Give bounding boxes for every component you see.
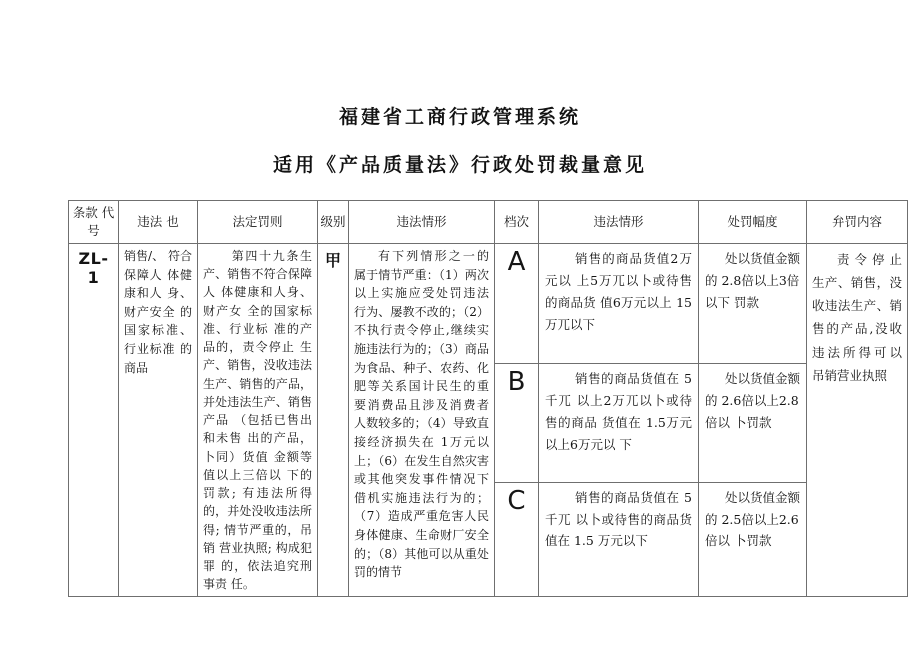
additional-penalty-cell: 责令停止 生产、销售，没 收违法生产、销 售的产品,没收 违法所得可以 吊销营业执照 (807, 244, 908, 597)
penalty-discretion-table (68, 200, 908, 597)
grade-c-penalty: 处以货值金额的 2.5倍以上2.6倍以 卜罚款 (699, 482, 807, 597)
table-row-grade-a (69, 244, 908, 364)
header-grade: 档次 (495, 201, 539, 244)
circumstances-cell: 有下列情形之一的 属于情节严重：（1）两次 以上实施应受处罚违法 行为、屡教不改的；（2） 不执行责令停止,继续实 施违法行为的；（3）商品 为食品、种子、农药、化肥等关系国计民生的重 要消费品且涉及消费者 人数较多的；（4）导致直 接经济损失在 1万元以 上；（6）在发生自然灾害 或其他突发事件情况下 借机实施违法行为的；（7）造成严重危害人民 身体健康、生命财厂安全 的；（8）其他可以从重处 罚的情节 (349, 244, 495, 597)
header-violation: 违法 也 (119, 201, 198, 244)
statutory-penalty-cell: 第四十九条生产、销售不符合保障人 体健康和人身、财产女 全的国家标准、行业标 准的产品的，责令停止 生产、销售，没收违法 生产、销售的产品，并处违法生产、销售产品 （包括已售出和未售 出的产品，卜同）货值 金额等值以上三倍以 下的罚款; 有违法所得的，并处没收违法所 得; 情节严重的，吊销 营业执照; 构成犯罪 的，依法追究刑事责 任。 (198, 244, 318, 597)
header-statutory-penalty: 法定罚则 (198, 201, 318, 244)
grade-b-circumstance: 销售的商品货值在 5千兀 以上2万兀以卜或待售的商品 货值在 1.5万元以上6万元以 下 (539, 364, 699, 482)
grade-a-circumstance: 销售的商品货值2万元以 上5万兀以卜或待售的商品货 值6万元以上 15 万兀以下 (539, 244, 699, 364)
article-code-cell: ZL-1 (69, 244, 119, 597)
grade-b-penalty: 处以货值金额的 2.6倍以上2.8倍以 卜罚款 (699, 364, 807, 482)
header-additional-penalty: 弁罚内容 (807, 201, 908, 244)
grade-c-label: C (495, 482, 539, 597)
document-subtitle: 适用《产品质量法》行政处罚裁量意见 (272, 154, 647, 176)
header-penalty-range: 处罚幅度 (699, 201, 807, 244)
grade-a-penalty: 处以货值金额的 2.8倍以上3倍以下 罚款 (699, 244, 807, 364)
table-header-row (69, 201, 908, 244)
grade-a-label: A (495, 244, 539, 364)
violation-cell: 销售/、 符合保障人 体健康和人 身、财产安全 的国家标准、 行业标准 的 商品 (119, 244, 198, 597)
header-article-code: 条款 代号 (69, 201, 119, 244)
grade-c-circumstance: 销售的商品货值在 5千兀 以卜或待售的商品货值在 1.5 万元以下 (539, 482, 699, 597)
header-circumstances: 违法情形 (349, 201, 495, 244)
grade-b-label: B (495, 364, 539, 482)
header-level: 级别 (318, 201, 349, 244)
document-title: 福建省工商行政管理系统 (338, 106, 581, 128)
header-grade-circumstances: 违法情形 (539, 201, 699, 244)
level-cell: 甲 (318, 244, 349, 597)
